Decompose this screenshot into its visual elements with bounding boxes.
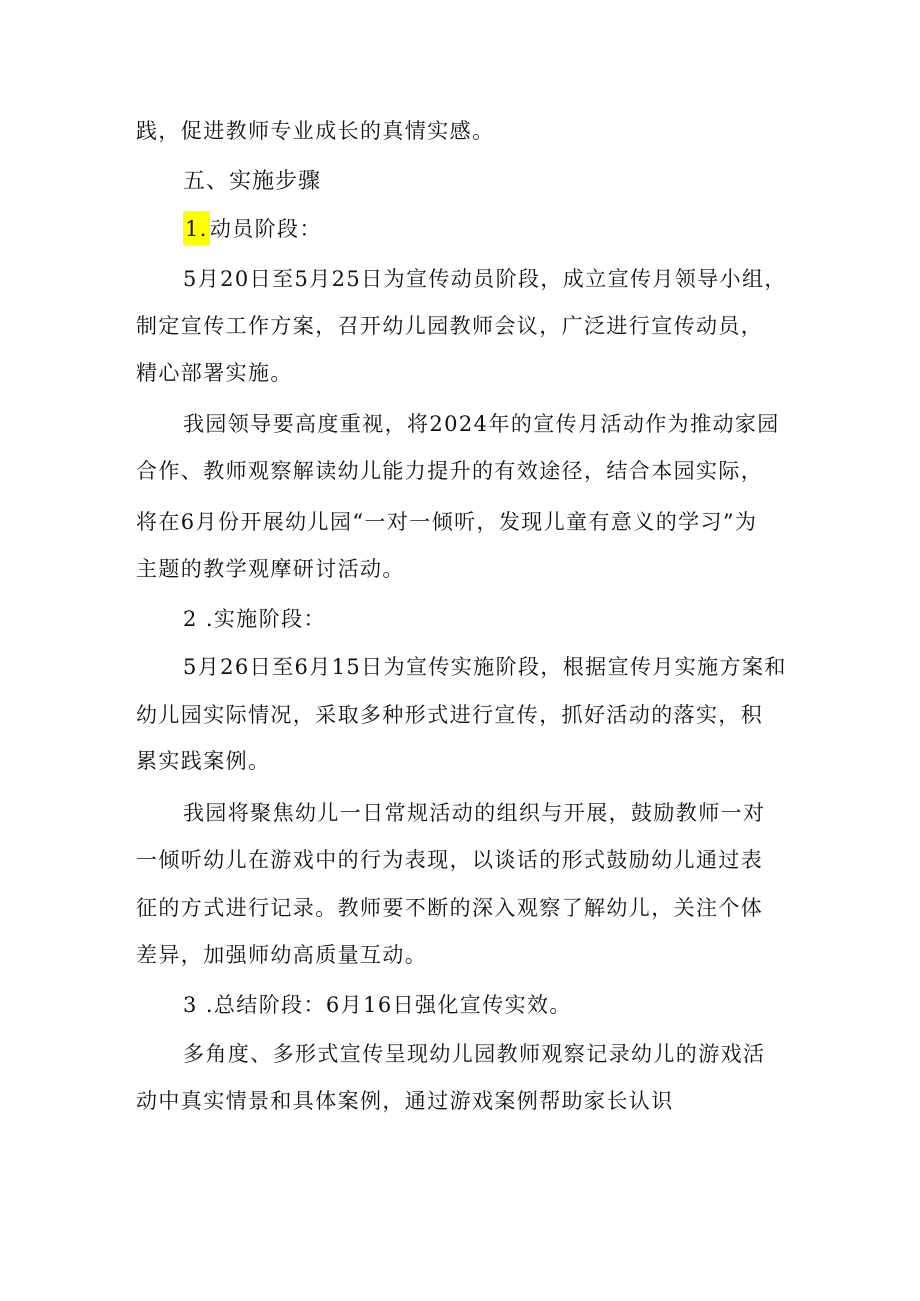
step-2-heading: 2 .实施阶段： [183,607,326,631]
paragraph-line: 制定宣传工作方案，召开幼儿园教师会议，广泛进行宣传动员， [136,314,764,338]
step-3-heading: 3 .总结阶段：6月16日强化宣传实效。 [183,993,572,1017]
paragraph-line: 主题的教学观摩研讨活动。 [136,557,405,581]
paragraph-line: 5月26日至6月15日为宣传实施阶段，根据宣传月实施方案和 [183,655,787,679]
paragraph-line: 践，促进教师专业成长的真情实感。 [136,119,495,143]
paragraph-line: 累实践案例。 [136,749,271,773]
paragraph-line: 我园领导要高度重视，将2024年的宣传月活动作为推动家园 [183,412,780,436]
paragraph-line: 幼儿园实际情况，采取多种形式进行宣传，抓好活动的落实，积 [136,703,764,727]
paragraph-line: 多角度、多形式宣传呈现幼儿园教师观察记录幼儿的游戏活 [183,1042,766,1066]
paragraph-line: 征的方式进行记录。教师要不断的深入观察了解幼儿，关注个体 [136,896,764,920]
section-heading: 五、实施步骤 [183,169,322,194]
highlighted-step-number: 1. [183,211,210,245]
paragraph-line: 合作、教师观察解读幼儿能力提升的有效途径，结合本园实际， [136,459,764,483]
step-1-title: 动员阶段： [209,217,322,241]
paragraph-line: 精心部署实施。 [136,361,293,385]
paragraph-line: 差异，加强师幼高质量互动。 [136,943,428,967]
paragraph-line: 动中真实情景和具体案例，通过游戏案例帮助家长认识 [136,1089,674,1113]
paragraph-line: 一倾听幼儿在游戏中的行为表现，以谈话的形式鼓励幼儿通过表 [136,848,764,872]
paragraph-line: 我园将聚焦幼儿一日常规活动的组织与开展，鼓励教师一对 [183,801,766,825]
paragraph-line: 将在6月份开展幼儿园“一对一倾听，发现儿童有意义的学习”为 [136,510,758,534]
paragraph-line: 5月20日至5月25日为宣传动员阶段，成立宣传月领导小组， [183,267,787,291]
step-1-heading [183,214,796,244]
